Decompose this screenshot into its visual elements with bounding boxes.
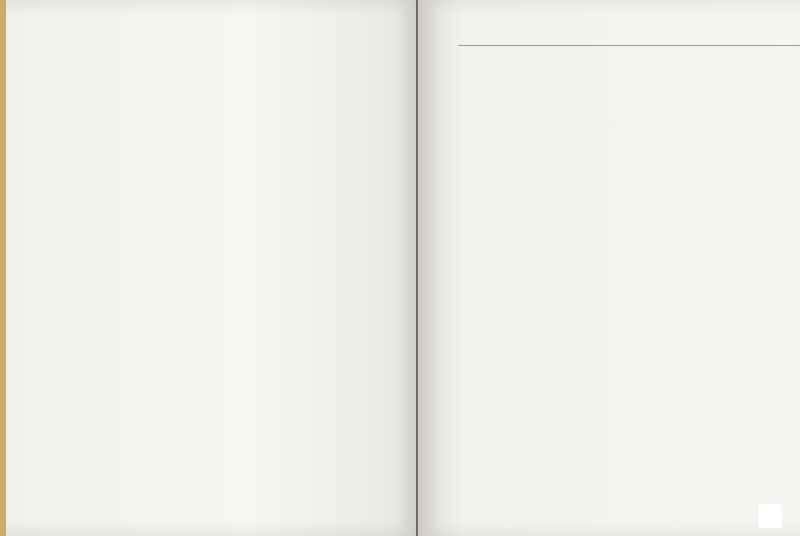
watermark-logo-icon — [758, 504, 782, 528]
right-page — [418, 0, 800, 536]
watermark — [758, 504, 786, 528]
header-rule — [458, 45, 800, 46]
book-edge — [0, 0, 6, 536]
